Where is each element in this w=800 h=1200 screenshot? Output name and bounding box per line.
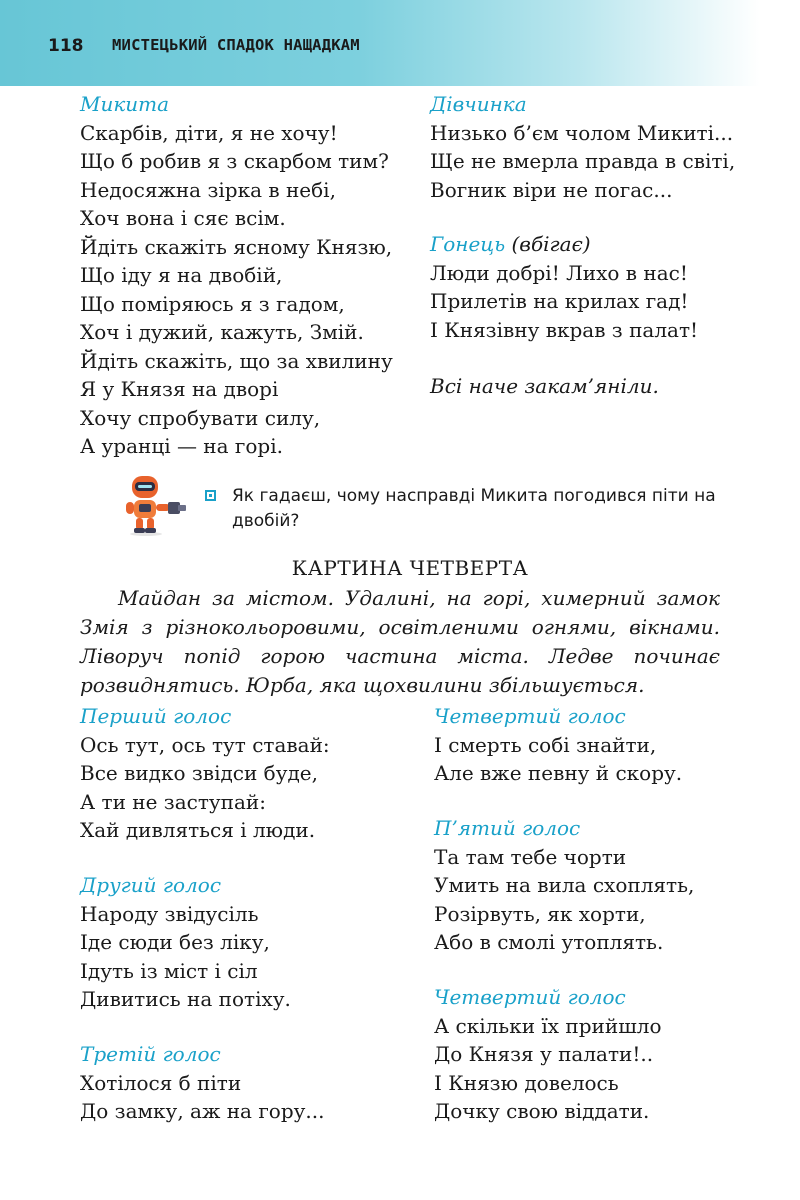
speaker-fourth-voice-again: Четвертий голос	[434, 985, 626, 1009]
speaker-second-voice: Другий голос	[80, 873, 222, 897]
messenger-speech	[430, 230, 698, 344]
verse-line: І смерть собі знайти,	[434, 732, 657, 757]
stage-note: (вбігає)	[511, 232, 591, 256]
verse-line: Розірвуть, як хорти,	[434, 901, 646, 926]
verse-line: Дивитись на потіху.	[80, 987, 291, 1011]
verse-line: Я у Князя на дворі	[80, 377, 279, 401]
verse-line: Хотілося б піти	[80, 1070, 242, 1095]
speaker-fourth-voice: Четвертий голос	[434, 704, 626, 728]
verse-line: Або в смолі утоплять.	[434, 930, 664, 954]
speaker-messenger	[430, 230, 698, 259]
speaker-fifth-voice: П’ятий голос	[434, 816, 581, 840]
speaker-girl: Дівчинка	[430, 92, 527, 116]
verse-line: Дочку свою віддати.	[434, 1099, 650, 1123]
verse-line: Вогник віри не погас...	[430, 177, 673, 202]
second-voice	[80, 871, 291, 1014]
scene-description	[80, 584, 720, 700]
fifth-voice	[434, 814, 694, 957]
stage-direction: Всі наче закам’яніли.	[430, 374, 659, 398]
verse-line: Все видко звідси буде,	[80, 761, 318, 785]
speaker-first-voice: Перший голос	[80, 704, 232, 728]
girl-speech	[430, 90, 735, 204]
verse-line: Йдіть скажіть, що за хвилину	[80, 348, 393, 373]
verse-line: Хочу спробувати силу,	[80, 405, 321, 430]
verse-line: Хоч вона і сяє всім.	[80, 206, 286, 230]
speaker-messenger-name: Гонець	[430, 232, 506, 256]
verse-line: До замку, аж на гору...	[80, 1099, 325, 1123]
mykyta-speech	[80, 90, 393, 461]
first-voice	[80, 702, 330, 845]
page-header	[0, 0, 800, 86]
fourth-voice-again	[434, 983, 662, 1126]
verse-line: Умить на вила схоплять,	[434, 873, 695, 897]
verse-line: А скільки їх прийшло	[434, 1013, 662, 1038]
verse-line: Народу звідусіль	[80, 901, 259, 926]
verse-line: А уранці — на горі.	[80, 434, 283, 458]
verse-line: Іде сюди без ліку,	[80, 930, 270, 954]
page-number: 118	[48, 36, 84, 56]
verse-line: Люди добрі! Лихо в нас!	[430, 260, 688, 285]
discussion-question: Як гадаєш, чому насправді Микита погодився піти на двобій?	[232, 486, 716, 531]
running-title: МИСТЕЦЬКИЙ СПАДОК НАЩАДКАМ	[112, 36, 360, 54]
third-voice	[80, 1040, 324, 1126]
scene-description-text: Майдан за містом. Удалині, на горі, химерний замок Змія з різнокольоровими, освітленими огнями, вікнами. Ліворуч попід горою частина міста. Ледве починає розвиднятись. Юрба, яка щохвилини збільшується.	[80, 586, 720, 697]
fourth-voice	[434, 702, 682, 788]
verse-line: І Князівну вкрав з палат!	[430, 317, 699, 342]
verse-line: Ідуть із міст і сіл	[80, 958, 258, 983]
scene-title: КАРТИНА ЧЕТВЕРТА	[291, 556, 529, 580]
verse-line: Недосяжна зірка в небі,	[80, 177, 336, 202]
robot-mascot-icon	[118, 474, 194, 536]
verse-line: Низько б’єм чолом Микиті...	[430, 120, 734, 145]
verse-line: Що іду я на двобій,	[80, 263, 283, 287]
verse-line: Скарбів, діти, я не хочу!	[80, 120, 338, 145]
verse-line: Та там тебе чорти	[434, 844, 627, 869]
verse-line: І Князю довелось	[434, 1070, 619, 1095]
verse-line: Йдіть скажіть ясному Князю,	[80, 234, 393, 259]
stage-direction-block	[430, 372, 659, 401]
verse-line: Що поміряюсь я з гадом,	[80, 291, 345, 316]
verse-line: А ти не заступай:	[80, 789, 266, 814]
speaker-mykyta: Микита	[80, 92, 170, 116]
verse-line: Хай дивляться і люди.	[80, 818, 316, 842]
verse-line: Але вже певну й скору.	[434, 761, 683, 785]
verse-line: Ось тут, ось тут ставай:	[80, 732, 330, 757]
verse-line: Що б робив я з скарбом тим?	[80, 149, 389, 173]
verse-line: Ще не вмерла правда в світі,	[430, 149, 736, 173]
verse-line: Прилетів на крилах гад!	[430, 289, 689, 313]
speaker-third-voice: Третій голос	[80, 1042, 221, 1066]
verse-line: Хоч і дужий, кажуть, Змій.	[80, 320, 364, 344]
verse-line: До Князя у палати!..	[434, 1042, 654, 1066]
question-bullet-icon	[205, 490, 216, 501]
